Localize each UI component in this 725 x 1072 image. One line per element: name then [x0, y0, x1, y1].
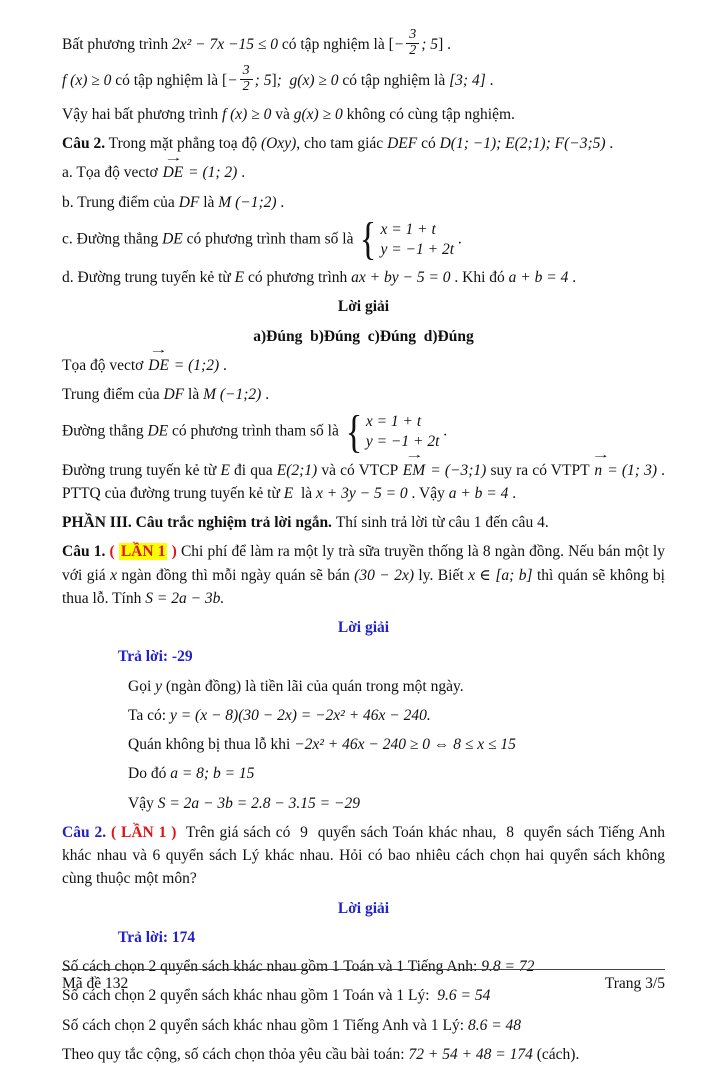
vector-arrow-icon: → — [404, 448, 424, 461]
vector-arrow-icon: → — [163, 151, 183, 164]
line-giai-c: Đường thẳng DE có phương trình tham số là { x = 1 + t y = −1 + 2t . — [62, 406, 448, 458]
line-tra-loi-1: Trả lời: -29 — [118, 648, 193, 666]
line-cau2-de: Câu 2. Trong mặt phẳng toạ độ (Oxy), cho tam giác DEF có D(1; −1); E(2;1); F(−3;5) . — [62, 135, 614, 152]
line-loi-giai-1: Lời giải — [337, 298, 390, 316]
vector-notation: → EM — [403, 459, 425, 482]
line-khong-lo: Quán không bị thua lỗ khi −2x² + 46x − 240 ≥ 0 ⇔ 8 ≤ x ≤ 15 — [128, 736, 516, 754]
fraction: $\frac{3}{2}$ — [240, 64, 253, 94]
line-quy-tac-cong: Theo quy tắc cộng, số cách chọn thỏa yêu cầu bài toán: 72 + 54 + 48 = 174 (cách). — [62, 1045, 580, 1063]
line-chon-3: Số cách chọn 2 quyển sách khác nhau gồm 1 Tiếng Anh và 1 Lý: 8.6 = 48 — [62, 1016, 522, 1034]
equation-system: { x = 1 + t y = −1 + 2t — [360, 213, 455, 265]
line-ket-luan: Vậy hai bất phương trình f (x) ≥ 0 và g(x) ≥ 0 không có cùng tập nghiệm. — [62, 105, 515, 123]
line-ta-co: Ta có: y = (x − 8)(30 − 2x) = −2x² + 46x − 240. — [128, 706, 431, 724]
page-footer — [62, 969, 665, 993]
vector-notation: → n — [591, 448, 611, 479]
line-dap-an-dung: a)Đúng b)Đúng c)Đúng d)Đúng — [253, 327, 474, 345]
line-phan-iii: PHẦN III. Câu trắc nghiệm trả lời ngắn. Thí sinh trả lời từ câu 1 đến câu 4. — [62, 514, 549, 532]
line-loi-giai-3: Lời giải — [337, 899, 390, 917]
line-chon-1: Số cách chọn 2 quyển sách khác nhau gồm 1 Toán và 1 Tiếng Anh: 9.8 = 72 — [62, 958, 535, 976]
footer-exam-code: Mã đề 132 — [62, 975, 129, 992]
document-body — [62, 27, 669, 1072]
line-tra-loi-2: Trả lời: 174 — [118, 928, 196, 946]
line-bpt-nghiem: Bất phương trình 2x² − 7x −15 ≤ 0 có tập nghiệm là [− $\frac{3}{2}$ ; 5] . — [62, 27, 451, 58]
para-cau2-lan1: Câu 2. ( LẦN 1 ) Trên giá sách có 9 quyển sách Toán khác nhau, 8 quyển sách Tiếng Anh khác nhau và 6 quyển sách Lý khác nhau. Hỏi có bao nhiêu cách chọn hai quyển sách không cùng thuộc một môn? — [62, 823, 669, 888]
line-muc-a: a. Tọa độ vectơ → DE = (1; 2) . — [62, 161, 665, 184]
line-giai-a: Tọa độ vectơ → DE = (1;2) . — [62, 354, 665, 377]
line-vay-s: Vậy S = 2a − 3b = 2.8 − 3.15 = −29 — [128, 794, 360, 812]
line-muc-c: c. Đường thẳng DE có phương trình tham số là { x = 1 + t y = −1 + 2t . — [62, 213, 462, 265]
line-loi-giai-2: Lời giải — [337, 619, 390, 637]
vector-arrow-icon: → — [149, 344, 169, 357]
vector-notation: → DE — [163, 161, 184, 184]
equation-system: { x = 1 + t y = −1 + 2t — [345, 406, 440, 458]
line-muc-d: d. Đường trung tuyến kẻ từ E có phương trình ax + by − 5 = 0 . Khi đó a + b = 4 . — [62, 269, 577, 287]
fraction: $\frac{3}{2}$ — [406, 28, 419, 58]
line-goi-y: Gọi y (ngàn đồng) là tiền lãi của quán trong một ngày. — [128, 677, 464, 695]
line-giai-b: Trung điểm của DF là M (−1;2) . — [62, 386, 270, 404]
line-chon-2: Số cách chọn 2 quyển sách khác nhau gồm 1 Toán và 1 Lý: 9.6 = 54 — [62, 987, 491, 1005]
vector-arrow-icon: → — [591, 448, 611, 461]
vector-notation: → DE — [148, 354, 169, 377]
line-muc-b: b. Trung điểm của DF là M (−1;2) . — [62, 193, 285, 211]
para-giai-d: Đường trung tuyến kẻ từ E đi qua E(2;1) và có VTCP → EM = (−3;1) suy ra có VTPT → n = (1; 3) . PTTQ của đường trung tuyến kẻ từ E là x + 3y − 5 = 0 . Vậy a + b = 4 . — [62, 448, 669, 502]
para-cau1-lan1: Câu 1. ( LẦN 1 ) Chi phí để làm ra một ly trà sữa truyền thống là 8 ngàn đồng. Nếu bán một ly với giá x ngàn đồng thì mỗi ngày quán sẽ bán (30 − 2x) ly. Biết x ∈ [a; b] thì quán sẽ không bị thua lỗ. Tính S = 2a − 3b. — [62, 543, 669, 607]
footer-page-number: Trang 3/5 — [604, 975, 665, 992]
line-fx-gx: f (x) ≥ 0 có tập nghiệm là [− $\frac{3}{2}$ ; 5]; g(x) ≥ 0 có tập nghiệm là [3; 4] . — [62, 63, 494, 95]
line-do-do: Do đó a = 8; b = 15 — [128, 765, 255, 783]
